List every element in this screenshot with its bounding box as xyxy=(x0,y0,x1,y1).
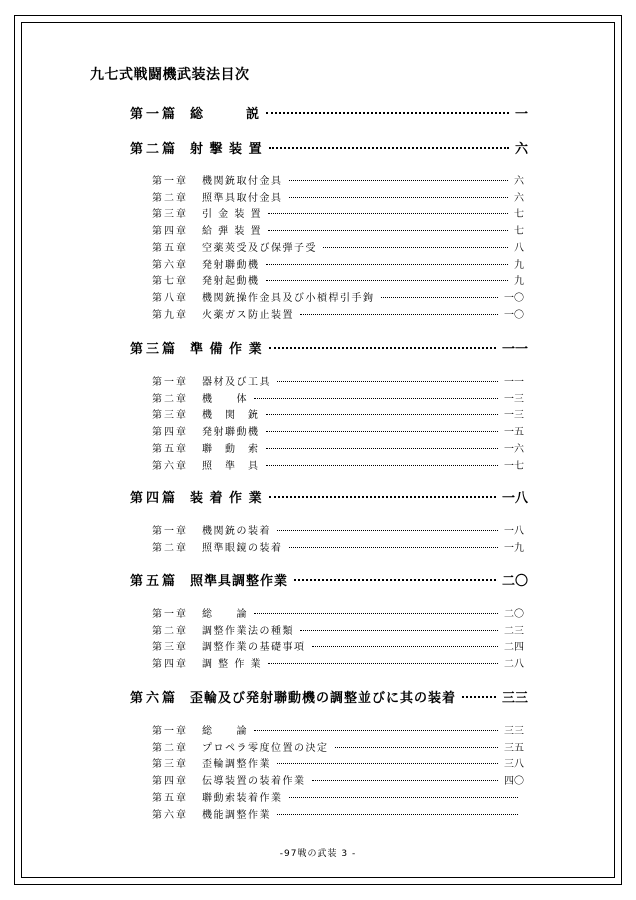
chapter-entry-title: 機関銃操作金具及び小槓桿引手鉤 xyxy=(202,292,375,304)
chapter-entry-label: 第六章 xyxy=(152,259,188,271)
chapter-entry-page-number: 三八 xyxy=(504,759,524,771)
chapter-entry-title: 火薬ガス防止装置 xyxy=(202,309,294,321)
chapter-entry-leader-dots xyxy=(277,763,498,764)
document-title: 九七式戦闘機武装法目次 xyxy=(90,67,250,83)
chapter-entry-label: 第五章 xyxy=(152,242,188,254)
chapter-entry-title: 機能調整作業 xyxy=(202,809,271,821)
page-footer: -97戦の武装 3 - xyxy=(279,849,357,859)
chapter-entry-title: 総 論 xyxy=(202,726,248,737)
chapter-entry-label: 第二章 xyxy=(152,393,188,405)
chapter-entry xyxy=(152,272,524,286)
chapter-entry-title: 機 体 xyxy=(202,393,248,405)
chapter-entry-label: 第二章 xyxy=(152,192,188,204)
chapter-entry-page-number: 二三 xyxy=(504,625,524,637)
chapter-entry xyxy=(152,789,524,803)
chapter-entry-title: 引 金 装 置 xyxy=(202,209,263,221)
chapter-entry xyxy=(152,289,524,303)
chapter-entry-label: 第三章 xyxy=(152,759,188,771)
part-heading xyxy=(130,570,528,588)
chapter-entry-leader-dots xyxy=(266,280,509,281)
part-heading-page-number: 六 xyxy=(514,142,528,157)
chapter-entry xyxy=(152,739,524,753)
chapter-entry xyxy=(152,772,524,786)
chapter-entry-title: 調整作業の基礎事項 xyxy=(202,642,306,654)
chapter-entry-leader-dots xyxy=(268,230,508,231)
chapter-entry xyxy=(152,622,524,636)
chapter-entry-page-number: 七 xyxy=(514,226,524,238)
chapter-entry xyxy=(152,222,524,236)
chapter-entry-page-number: 七 xyxy=(514,209,524,221)
chapter-entry-leader-dots xyxy=(300,630,498,631)
chapter-entry-page-number: 二八 xyxy=(504,659,524,671)
chapter-entry-page-number: 一七 xyxy=(504,460,524,472)
chapter-entry-label: 第四章 xyxy=(152,776,188,788)
chapter-entry-title: 発射聯動機 xyxy=(202,259,260,271)
part-heading-leader-dots xyxy=(269,496,496,498)
chapter-entry-leader-dots xyxy=(266,414,499,415)
part-heading-label: 第二篇 xyxy=(130,142,179,157)
chapter-entry-label: 第四章 xyxy=(152,427,188,439)
chapter-entry-label: 第四章 xyxy=(152,659,188,671)
part-heading-label: 第五篇 xyxy=(130,574,179,589)
chapter-entry xyxy=(152,256,524,270)
chapter-entry-leader-dots xyxy=(335,747,499,748)
part-heading-page-number: 三三 xyxy=(501,691,528,706)
chapter-entry xyxy=(152,205,524,219)
chapter-entry-leader-dots xyxy=(381,297,499,298)
chapter-entry-page-number: 八 xyxy=(514,242,524,254)
chapter-entry xyxy=(152,406,524,420)
chapter-entry-title: 歪輪調整作業 xyxy=(202,759,271,771)
chapter-entry xyxy=(152,755,524,769)
chapter-entry xyxy=(152,655,524,669)
chapter-entry-title: 照 準 具 xyxy=(202,460,260,472)
chapter-entry-leader-dots xyxy=(268,213,508,214)
chapter-entry xyxy=(152,373,524,387)
chapter-entry-page-number: 三五 xyxy=(504,742,524,754)
part-heading-label: 第六篇 xyxy=(130,691,179,706)
chapter-entry-title: プロペラ零度位置の決定 xyxy=(202,742,329,754)
chapter-entry xyxy=(152,638,524,652)
chapter-entry xyxy=(152,539,524,553)
chapter-entry xyxy=(152,189,524,203)
part-heading xyxy=(130,487,528,505)
chapter-entry-title: 発射起動機 xyxy=(202,276,260,288)
chapter-entry-label: 第一章 xyxy=(152,526,188,537)
chapter-entry-title: 器材及び工具 xyxy=(202,377,271,388)
part-heading-page-number: 一 xyxy=(514,107,528,122)
chapter-entry-leader-dots xyxy=(268,663,498,664)
chapter-entry-leader-dots xyxy=(289,797,519,798)
chapter-entry-page-number: 四〇 xyxy=(504,776,524,788)
chapter-entry-leader-dots xyxy=(266,448,499,449)
part-heading xyxy=(130,687,528,705)
chapter-entry-page-number: 六 xyxy=(514,192,524,204)
chapter-entry-label: 第八章 xyxy=(152,292,188,304)
chapter-entry-leader-dots xyxy=(277,381,498,382)
chapter-entry-page-number: 一三 xyxy=(504,393,524,405)
chapter-entry xyxy=(152,423,524,437)
chapter-entry-leader-dots xyxy=(289,197,509,198)
chapter-entry xyxy=(152,457,524,471)
chapter-entry-leader-dots xyxy=(312,646,499,647)
part-heading xyxy=(130,138,528,156)
chapter-entry-leader-dots xyxy=(254,398,498,399)
chapter-entry-label: 第三章 xyxy=(152,410,188,422)
chapter-entry-title: 聯 動 索 xyxy=(202,443,260,455)
part-heading-title: 射 撃 装 置 xyxy=(190,142,263,157)
chapter-entry-title: 機関銃の装着 xyxy=(202,526,271,537)
chapter-entry-page-number: 一九 xyxy=(504,542,524,554)
chapter-entry-page-number: 一三 xyxy=(504,410,524,422)
chapter-entry-title: 給 弾 装 置 xyxy=(202,226,263,238)
chapter-entry-title: 発射聯動機 xyxy=(202,427,260,439)
part-heading-title: 照準具調整作業 xyxy=(190,574,289,589)
chapter-entry xyxy=(152,390,524,404)
chapter-entry-title: 伝導装置の装着作業 xyxy=(202,776,306,788)
chapter-entry-leader-dots xyxy=(277,530,498,531)
chapter-entry-leader-dots xyxy=(289,547,499,548)
chapter-entry-label: 第二章 xyxy=(152,742,188,754)
chapter-entry-page-number: 六 xyxy=(514,176,524,187)
chapter-entry-label: 第一章 xyxy=(152,176,188,187)
chapter-entry-title: 機 関 銃 xyxy=(202,410,260,422)
chapter-entry-label: 第五章 xyxy=(152,792,188,804)
chapter-entry-label: 第一章 xyxy=(152,726,188,737)
chapter-entry-page-number: 二〇 xyxy=(504,609,524,620)
chapter-entry-title: 照準眼鏡の装着 xyxy=(202,542,283,554)
chapter-entry-page-number: 一〇 xyxy=(504,309,524,321)
part-heading-page-number: 一八 xyxy=(501,491,528,506)
chapter-entry-label: 第二章 xyxy=(152,625,188,637)
chapter-entry xyxy=(152,172,524,186)
part-heading-leader-dots xyxy=(294,579,496,581)
chapter-entry-leader-dots xyxy=(266,465,499,466)
chapter-entry-leader-dots xyxy=(254,730,498,731)
chapter-entry xyxy=(152,239,524,253)
chapter-entry xyxy=(152,522,524,536)
part-heading-label: 第三篇 xyxy=(130,342,179,357)
chapter-entry-page-number: 九 xyxy=(514,276,524,288)
part-heading xyxy=(130,103,528,121)
chapter-entry-label: 第二章 xyxy=(152,542,188,554)
part-heading-leader-dots xyxy=(266,112,509,114)
chapter-entry-title: 機関銃取付金具 xyxy=(202,176,283,187)
part-heading-page-number: 一一 xyxy=(501,342,528,357)
chapter-entry-page-number: 一八 xyxy=(504,526,524,537)
chapter-entry-leader-dots xyxy=(323,247,508,248)
chapter-entry-leader-dots xyxy=(312,780,499,781)
chapter-entry-leader-dots xyxy=(277,814,518,815)
chapter-entry-label: 第三章 xyxy=(152,209,188,221)
part-heading-title: 装 着 作 業 xyxy=(190,491,263,506)
part-heading-label: 第一篇 xyxy=(130,107,179,122)
part-heading-leader-dots xyxy=(269,347,496,349)
chapter-entry-title: 調整作業法の種類 xyxy=(202,625,294,637)
chapter-entry xyxy=(152,605,524,619)
chapter-entry-label: 第三章 xyxy=(152,642,188,654)
chapter-entry-title: 総 論 xyxy=(202,609,248,620)
chapter-entry-leader-dots xyxy=(254,613,498,614)
chapter-entry-label: 第九章 xyxy=(152,309,188,321)
part-heading xyxy=(130,338,528,356)
chapter-entry-page-number: 二四 xyxy=(504,642,524,654)
part-heading-leader-dots xyxy=(462,696,496,698)
chapter-entry-page-number: 一一 xyxy=(504,377,524,388)
chapter-entry-page-number: 一五 xyxy=(504,427,524,439)
chapter-entry-label: 第七章 xyxy=(152,276,188,288)
chapter-entry-leader-dots xyxy=(266,431,499,432)
chapter-entry-page-number: 一〇 xyxy=(504,292,524,304)
chapter-entry-page-number: 九 xyxy=(514,259,524,271)
chapter-entry-label: 第五章 xyxy=(152,443,188,455)
chapter-entry-label: 第六章 xyxy=(152,809,188,821)
chapter-entry-title: 聯動索装着作業 xyxy=(202,792,283,804)
part-heading-title: 歪輪及び発射聯動機の調整並びに其の装着 xyxy=(190,691,457,706)
chapter-entry xyxy=(152,722,524,736)
chapter-entry-page-number: 三三 xyxy=(504,726,524,737)
chapter-entry-label: 第四章 xyxy=(152,226,188,238)
chapter-entry xyxy=(152,806,524,820)
part-heading-title: 総 説 xyxy=(190,107,261,122)
chapter-entry-title: 空薬莢受及び保弾子受 xyxy=(202,242,317,254)
part-heading-page-number: 二〇 xyxy=(501,574,528,589)
chapter-entry xyxy=(152,440,524,454)
chapter-entry-title: 照準具取付金具 xyxy=(202,192,283,204)
chapter-entry xyxy=(152,306,524,320)
chapter-entry-leader-dots xyxy=(300,314,498,315)
chapter-entry-label: 第一章 xyxy=(152,377,188,388)
chapter-entry-label: 第六章 xyxy=(152,460,188,472)
chapter-entry-label: 第一章 xyxy=(152,609,188,620)
part-heading-label: 第四篇 xyxy=(130,491,179,506)
chapter-entry-leader-dots xyxy=(266,264,509,265)
chapter-entry-page-number: 一六 xyxy=(504,443,524,455)
part-heading-title: 準 備 作 業 xyxy=(190,342,263,357)
chapter-entry-leader-dots xyxy=(289,180,509,181)
part-heading-leader-dots xyxy=(269,147,509,149)
chapter-entry-title: 調 整 作 業 xyxy=(202,659,263,671)
